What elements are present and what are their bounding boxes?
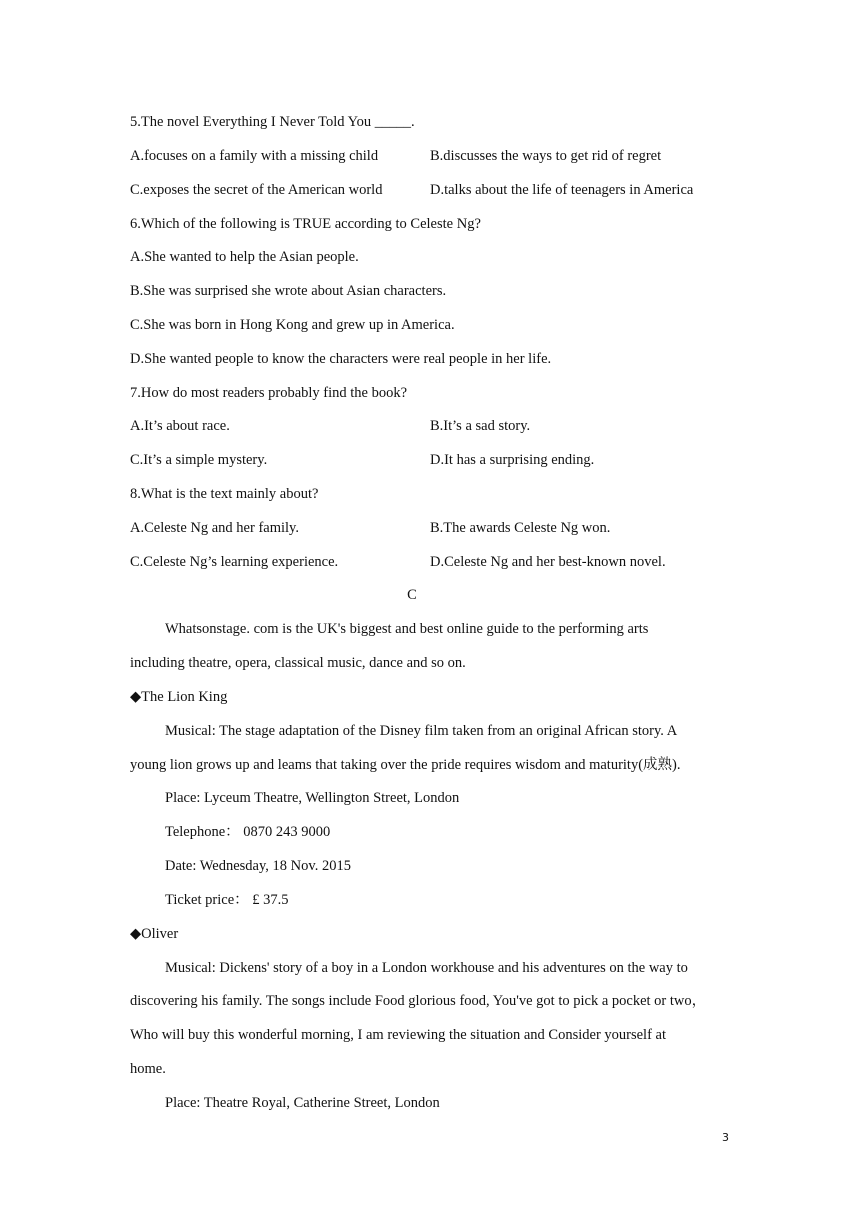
lion-king-description-line-2: young lion grows up and leams that taking over the pride requires wisdom and maturity(成熟). [130,757,681,773]
question-6-option-a: A.She wanted to help the Asian people. [130,249,359,265]
show-title-oliver: ◆Oliver [130,926,179,942]
page-number: 3 [722,1131,729,1144]
question-5-option-a: A.focuses on a family with a missing child [130,148,379,164]
intro-paragraph-line-2: including theatre, opera, classical music, dance and so on. [130,655,466,671]
question-6-option-d: D.She wanted people to know the characters were real people in her life. [130,351,552,367]
oliver-description-line-4: home. [130,1061,166,1077]
question-8-option-a: A.Celeste Ng and her family. [130,520,299,536]
show-title-lion-king: ◆The Lion King [130,689,228,705]
question-6-stem: 6.Which of the following is TRUE according to Celeste Ng? [130,216,481,232]
lion-king-telephone: Telephone： 0870 243 9000 [165,824,331,840]
question-5-option-d: D.talks about the life of teenagers in America [430,182,694,198]
question-8-option-b: B.The awards Celeste Ng won. [430,520,611,536]
question-7-option-c: C.It’s a simple mystery. [130,452,268,468]
question-5-option-c: C.exposes the secret of the American world [130,182,383,198]
question-8-option-c: C.Celeste Ng’s learning experience. [130,554,339,570]
question-5-option-b: B.discusses the ways to get rid of regret [430,148,662,164]
question-7-option-d: D.It has a surprising ending. [430,452,595,468]
oliver-description-line-2: discovering his family. The songs include Food glorious food, You've got to pick a pocket or two， [130,993,707,1009]
lion-king-description-line-1: Musical: The stage adaptation of the Disney film taken from an original African story. A [165,723,678,739]
lion-king-date: Date: Wednesday, 18 Nov. 2015 [165,858,351,874]
question-5-stem: 5.The novel Everything I Never Told You _____. [130,114,415,130]
intro-paragraph-line-1: Whatsonstage. com is the UK's biggest and best online guide to the performing arts [165,621,649,637]
lion-king-place: Place: Lyceum Theatre, Wellington Street, London [165,790,460,806]
question-8-stem: 8.What is the text mainly about? [130,486,319,502]
oliver-place: Place: Theatre Royal, Catherine Street, London [165,1095,440,1111]
oliver-description-line-3: Who will buy this wonderful morning, I am reviewing the situation and Consider yourself at [130,1027,666,1043]
question-7-option-b: B.It’s a sad story. [430,418,531,434]
lion-king-ticket-price: Ticket price： £ 37.5 [165,892,289,908]
question-8-option-d: D.Celeste Ng and her best-known novel. [430,554,666,570]
oliver-description-line-1: Musical: Dickens' story of a boy in a London workhouse and his adventures on the way to [165,960,688,976]
question-7-option-a: A.It’s about race. [130,418,230,434]
question-7-stem: 7.How do most readers probably find the book? [130,385,408,401]
question-6-option-c: C.She was born in Hong Kong and grew up in America. [130,317,455,333]
section-label: C [407,587,417,603]
question-6-option-b: B.She was surprised she wrote about Asian characters. [130,283,447,299]
